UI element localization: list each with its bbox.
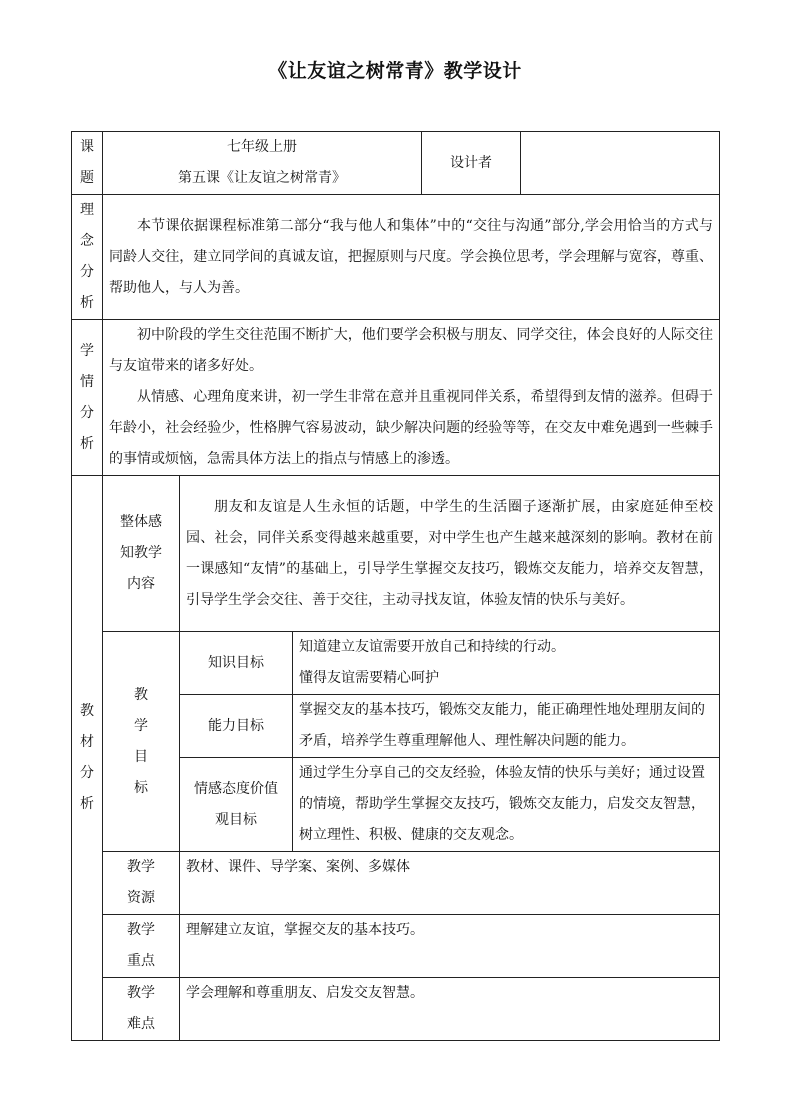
grade-text: 七年级上册 <box>227 139 297 155</box>
topic-row <box>72 132 720 195</box>
resources-text: 教材、课件、导学案、案例、多媒体 <box>180 852 720 915</box>
emotion-goal-text: 通过学生分享自己的交友经验，体验友情的快乐与美好；通过设置的情境，帮助学生掌握交友技巧，锻炼交友能力，启发交友智慧，树立理性、积极、健康的交友观念。 <box>293 758 720 852</box>
resources-label-line: 资源 <box>127 890 155 906</box>
topic-label <box>72 132 103 195</box>
knowledge-goal-text <box>293 632 720 695</box>
designer-label: 设计者 <box>422 132 521 195</box>
topic-value <box>103 132 422 195</box>
key-points-label-line: 重点 <box>127 953 155 969</box>
difficulties-text: 学会理解和尊重朋友、启发交友智慧。 <box>180 978 720 1041</box>
student-label-char: 情 <box>80 373 94 390</box>
difficulties-row <box>72 978 720 1041</box>
student-label-char: 分 <box>80 404 94 421</box>
ability-goal-label: 能力目标 <box>180 695 293 758</box>
student-label <box>72 320 103 476</box>
key-points-label-line: 教学 <box>127 922 155 938</box>
overall-text: 朋友和友谊是人生永恒的话题，中学生的生活圈子逐渐扩展，由家庭延伸至校园、社会，同伴关系变得越来越重要，对中学生也产生越来越深刻的影响。教材在前一课感知“友情”的基础上，引导学生掌握交友技巧，锻炼交友能力，培养交友智慧，引导学生学会交往、善于交往，主动寻找友谊，体验友情的快乐与美好。 <box>180 476 720 632</box>
topic-label-char: 题 <box>80 170 94 186</box>
concept-label-char: 析 <box>80 295 94 311</box>
student-label-char: 学 <box>80 342 94 359</box>
key-points-label <box>103 915 180 978</box>
student-paragraph-2: 从情感、心理角度来讲，初一学生非常在意并且重视同伴关系，希望得到友情的滋养。但碍于年龄小，社会经验少，性格脾气容易波动，缺少解决问题的经验等等，在交友中难免遇到一些棘手的事情或烦恼，急需具体方法上的指点与情感上的渗透。 <box>109 389 714 467</box>
document-title: 《让友谊之树常青》教学设计 <box>268 60 522 82</box>
material-label-char: 材 <box>80 734 94 750</box>
key-points-row <box>72 915 720 978</box>
resources-label-line: 教学 <box>127 859 155 875</box>
knowledge-goal-line: 知道建立友谊需要开放自己和持续的行动。 <box>299 639 565 655</box>
goals-label-char: 学 <box>134 717 148 734</box>
overall-label-line: 知教学 <box>120 545 162 561</box>
overall-label <box>103 476 180 632</box>
designer-value <box>521 132 720 195</box>
goal-knowledge-row <box>72 632 720 695</box>
student-text <box>103 320 720 476</box>
difficulties-label-line: 教学 <box>127 985 155 1001</box>
goals-label <box>103 632 180 852</box>
topic-label-char: 课 <box>80 139 94 155</box>
concept-row <box>72 195 720 320</box>
ability-goal-text: 掌握交友的基本技巧，锻炼交友能力，能正确理性地处理朋友间的矛盾，培养学生尊重理解他人、理性解决问题的能力。 <box>293 695 720 758</box>
student-paragraph-1: 初中阶段的学生交往范围不断扩大，他们要学会积极与朋友、同学交往，体会良好的人际交往与友谊带来的诸多好处。 <box>109 327 714 374</box>
student-label-char: 析 <box>80 435 94 452</box>
goals-label-char: 教 <box>134 686 148 703</box>
material-label-char: 教 <box>80 703 94 719</box>
lesson-text: 第五课《让友谊之树常青》 <box>178 170 346 186</box>
overall-row <box>72 476 720 632</box>
key-points-text: 理解建立友谊，掌握交友的基本技巧。 <box>180 915 720 978</box>
knowledge-goal-label: 知识目标 <box>180 632 293 695</box>
resources-row <box>72 852 720 915</box>
lesson-plan-table <box>71 131 720 1041</box>
overall-label-line: 整体感 <box>120 514 162 530</box>
material-label <box>72 476 103 1041</box>
overall-label-line: 内容 <box>127 576 155 592</box>
emotion-goal-label: 情感态度价值观目标 <box>180 758 293 852</box>
resources-label <box>103 852 180 915</box>
concept-label <box>72 195 103 320</box>
knowledge-goal-line: 懂得友谊需要精心呵护 <box>299 670 439 686</box>
concept-label-char: 分 <box>80 264 94 280</box>
difficulties-label-line: 难点 <box>127 1016 155 1032</box>
material-label-char: 分 <box>80 765 94 781</box>
goals-label-char: 标 <box>134 779 148 796</box>
goals-label-char: 目 <box>134 748 148 765</box>
concept-text: 本节课依据课程标准第二部分“我与他人和集体”中的“交往与沟通”部分,学会用恰当的方式与同龄人交往，建立同学间的真诚友谊，把握原则与尺度。学会换位思考，学会理解与宽容，尊重、帮助他人，与人为善。 <box>103 195 720 320</box>
student-row <box>72 320 720 476</box>
concept-label-char: 念 <box>80 233 94 249</box>
difficulties-label <box>103 978 180 1041</box>
material-label-char: 析 <box>80 796 94 812</box>
concept-label-char: 理 <box>80 202 94 218</box>
